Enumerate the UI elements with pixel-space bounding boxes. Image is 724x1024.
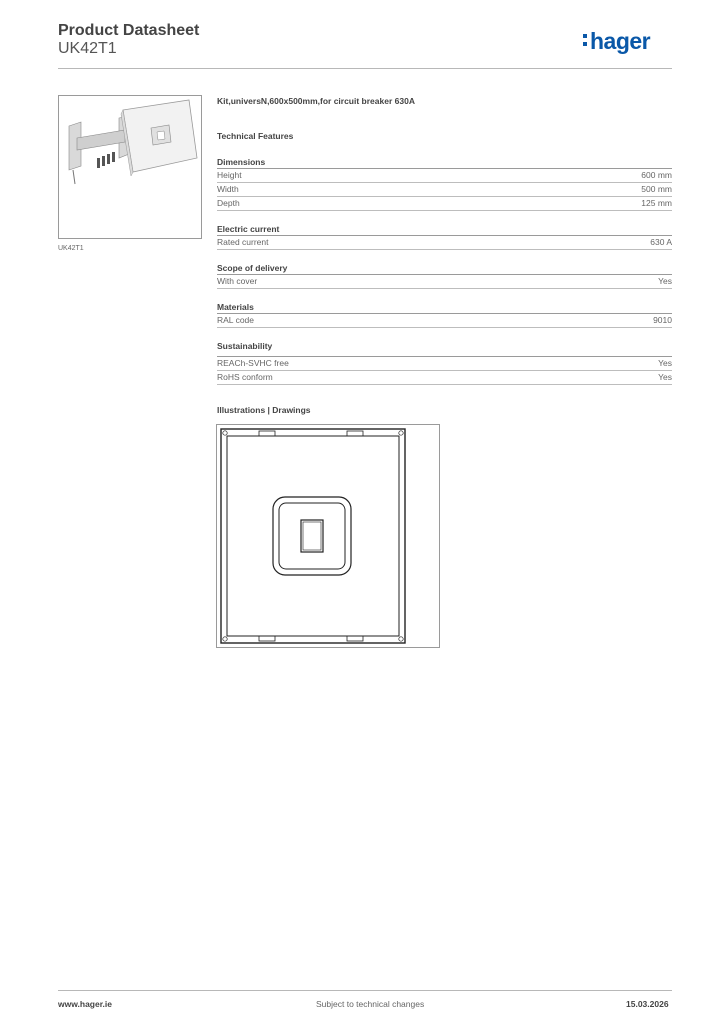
row-value: 630 A bbox=[650, 237, 672, 247]
footer-notice: Subject to technical changes bbox=[316, 999, 425, 1009]
footer-divider bbox=[58, 990, 672, 991]
section-title-electric-current: Electric current bbox=[217, 224, 280, 234]
section-title-materials: Materials bbox=[217, 302, 254, 312]
row-value: 125 mm bbox=[641, 198, 672, 208]
row-label: With cover bbox=[217, 276, 258, 286]
technical-features-heading: Technical Features bbox=[217, 131, 294, 141]
product-photo-icon bbox=[59, 96, 201, 238]
image-caption: UK42T1 bbox=[58, 245, 84, 252]
row-value: 500 mm bbox=[641, 184, 672, 194]
product-description: Kit,universN,600x500mm,for circuit breaker 630A bbox=[217, 96, 415, 106]
row-label: Depth bbox=[217, 198, 240, 208]
row-label: RAL code bbox=[217, 315, 255, 325]
illustrations-heading: Illustrations | Drawings bbox=[217, 405, 311, 415]
logo-text: hager bbox=[590, 28, 651, 54]
row-value: Yes bbox=[658, 358, 672, 368]
table-row bbox=[217, 275, 672, 289]
row-label: RoHS conform bbox=[217, 372, 273, 382]
row-value: Yes bbox=[658, 276, 672, 286]
product-image bbox=[58, 95, 202, 239]
row-label: Rated current bbox=[217, 237, 269, 247]
table-row bbox=[217, 183, 672, 197]
technical-drawing bbox=[216, 424, 440, 648]
table-row bbox=[217, 314, 672, 328]
section-title-sustainability: Sustainability bbox=[217, 341, 273, 351]
row-label: Height bbox=[217, 170, 242, 180]
section-title-scope-of-delivery: Scope of delivery bbox=[217, 263, 288, 273]
table-row bbox=[217, 169, 672, 183]
row-value: Yes bbox=[658, 372, 672, 382]
row-label: Width bbox=[217, 184, 239, 194]
table-row bbox=[217, 357, 672, 371]
product-code: UK42T1 bbox=[58, 40, 117, 57]
footer-website: www.hager.ie bbox=[58, 999, 113, 1009]
section-title-dimensions: Dimensions bbox=[217, 157, 266, 167]
table-row bbox=[217, 197, 672, 211]
footer-date: 15.03.2026 bbox=[626, 999, 669, 1009]
table-row bbox=[217, 236, 672, 250]
header-divider bbox=[58, 68, 672, 69]
logo-dots-icon bbox=[583, 34, 587, 50]
row-value: 600 mm bbox=[641, 170, 672, 180]
table-row bbox=[217, 371, 672, 385]
row-label: REACh-SVHC free bbox=[217, 358, 289, 368]
drawing-icon bbox=[217, 425, 439, 647]
row-value: 9010 bbox=[653, 315, 672, 325]
hager-logo bbox=[590, 28, 650, 55]
page-title: Product Datasheet bbox=[58, 22, 200, 39]
